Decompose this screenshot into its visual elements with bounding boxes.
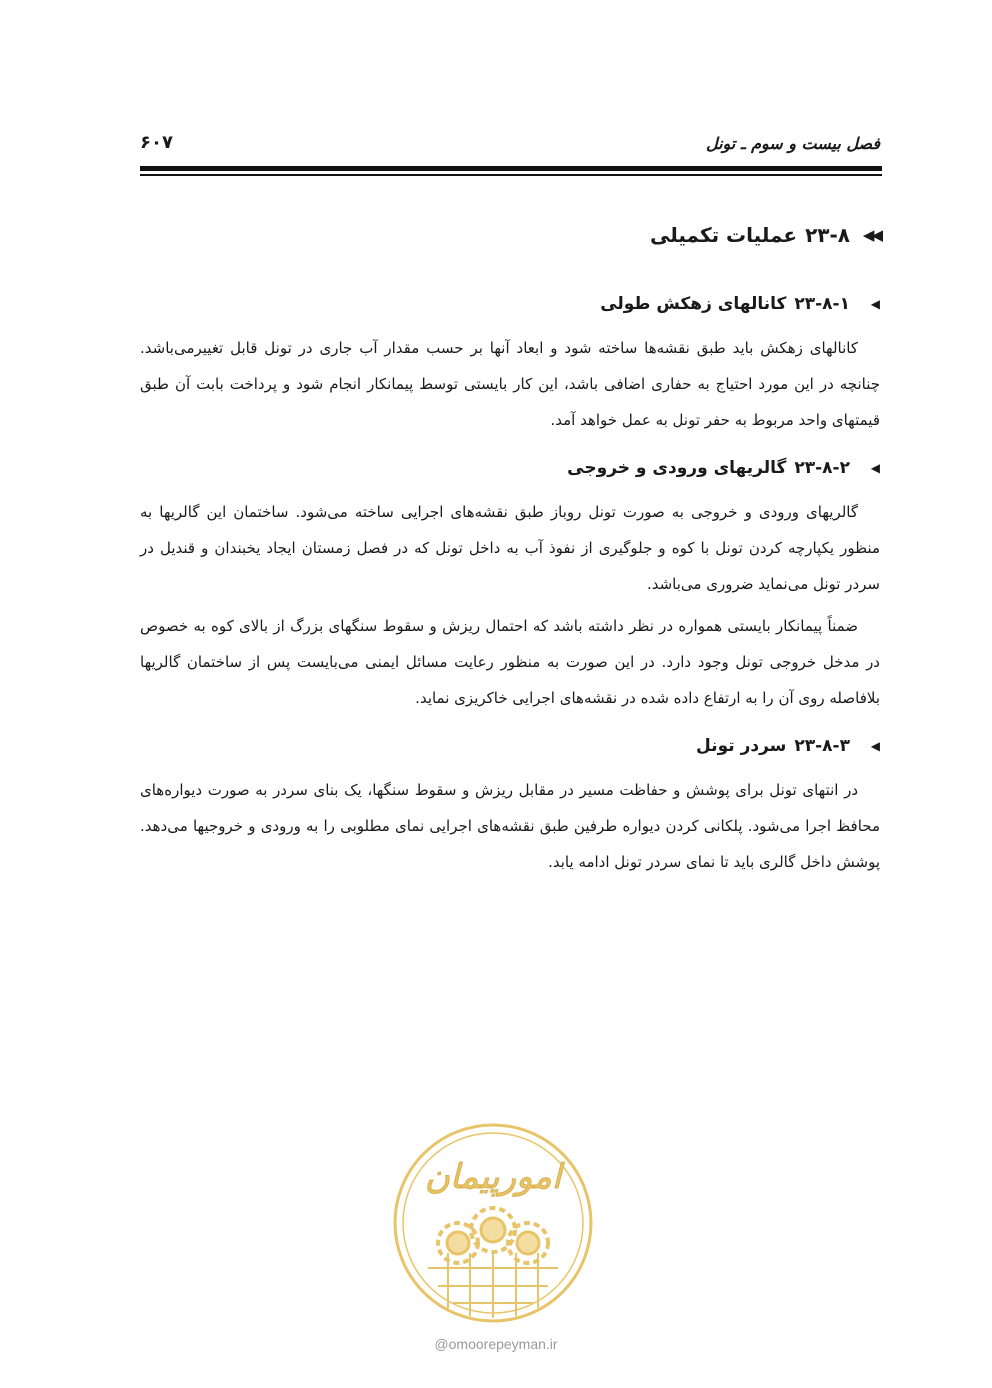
- subsection-heading: [140, 726, 880, 766]
- page-number: ۶۰۷: [140, 132, 173, 153]
- subsection-title: کانالهای زهکش طولی: [600, 294, 787, 314]
- arrow-bullet-icon: ◀: [870, 739, 880, 753]
- section-number: ۲۳-۸: [805, 223, 850, 247]
- arrow-bullet-icon: ◀: [870, 297, 880, 311]
- subsection-number: ۲۳-۸-۳: [794, 736, 850, 756]
- double-arrow-bullet-icon: ◀◀: [862, 226, 880, 244]
- subsection-heading: [140, 448, 880, 488]
- paragraph: ضمناً پیمانکار بایستی همواره در نظر داشته باشد که احتمال ریزش و سقوط سنگهای بزرگ از بالای کوه به خصوص در مدخل خروجی تونل وجود دارد. در این صورت به منظور رعایت مسائل ایمنی می‌بایست پس از ساختمان گالریها بلافاصله روی آن را به ارتفاع داده شده در نقشه‌های اجرایی خاکریزی نماید.: [140, 617, 880, 707]
- page-header: [140, 128, 880, 158]
- paragraph: در انتهای تونل برای پوشش و حفاظت مسیر در مقابل ریزش و سقوط سنگها، یک بنای سردر به صورت دیواره‌های محافظ اجرا می‌شود. پلکانی کردن دیواره طرفین طبق نقشه‌های اجرایی نمای مطلوبی را به ورودی و خروجیها می‌دهد. پوشش داخل گالری باید تا نمای سردر تونل ادامه یابد.: [140, 781, 880, 871]
- subsection-title: سردر تونل: [696, 736, 787, 756]
- watermark-logo-text: امورپیمان: [424, 1157, 562, 1197]
- header-rule-thick: [140, 166, 882, 171]
- subsection-number: ۲۳-۸-۱: [794, 294, 850, 314]
- section-heading: [140, 212, 880, 258]
- paragraph: گالریهای ورودی و خروجی به صورت تونل روباز طبق نقشه‌های اجرایی ساخته می‌شود. ساختمان این گالریها به منظور یکپارچه کردن تونل با کوه و جلوگیری از نفوذ آب به داخل تونل که در فصل زمستان ایجاد یخبندان و قندیل در سردر تونل می‌نماید ضروری می‌باشد.: [140, 503, 880, 593]
- section-title: عملیات تکمیلی: [649, 223, 798, 247]
- paragraph: کانالهای زهکش باید طبق نقشه‌ها ساخته شود و ابعاد آنها بر حسب مقدار آب جاری در تونل قابل تغییرمی‌باشد. چنانچه در این مورد احتیاج به حفاری اضافی باشد، این کار بایستی توسط پیمانکار انجام شود و پرداخت بابت آن طبق قیمتهای واحد مربوط به حفر تونل به عمل خواهد آمد.: [140, 339, 880, 429]
- watermark-url: @omoorepeyman.ir: [434, 1336, 558, 1352]
- header-rule-thin: [140, 174, 882, 176]
- arrow-bullet-icon: ◀: [870, 461, 880, 475]
- page-content: [140, 212, 880, 886]
- subsection-heading: [140, 284, 880, 324]
- watermark-logo: [388, 1118, 598, 1328]
- subsection-title: گالریهای ورودی و خروجی: [567, 458, 787, 478]
- chapter-title: فصل بیست و سوم ـ تونل: [705, 134, 880, 153]
- subsection-number: ۲۳-۸-۲: [794, 458, 850, 478]
